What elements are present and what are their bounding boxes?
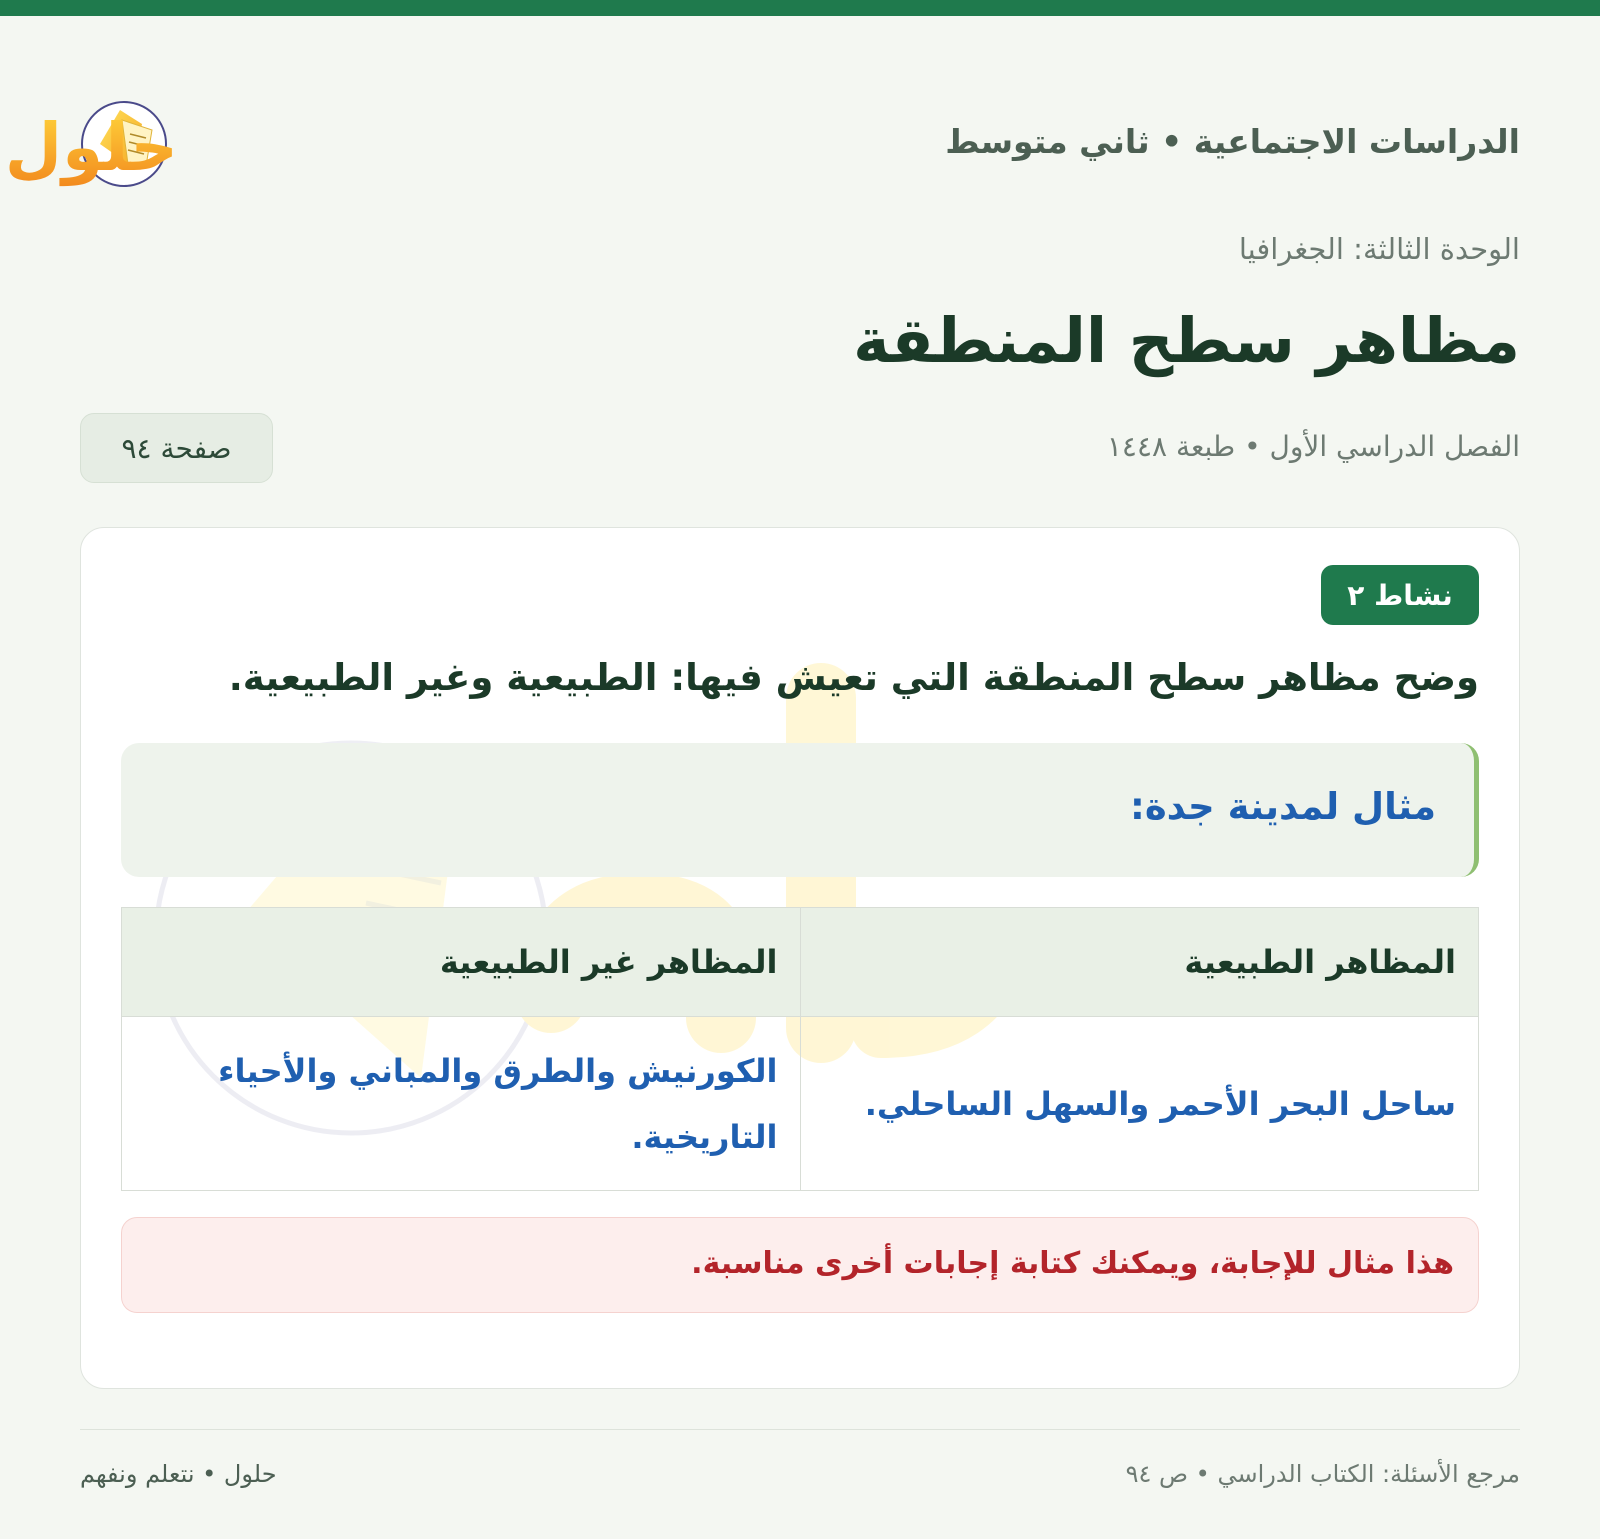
question-text: وضح مظاهر سطح المنطقة التي تعيش فيها: الطبيعية وغير الطبيعية. — [228, 656, 1479, 699]
table-row — [122, 1017, 1479, 1191]
table-header-row — [122, 908, 1479, 1017]
logo-text: حلول — [4, 109, 178, 186]
unit-label: الوحدة الثالثة: الجغرافيا — [1238, 232, 1520, 266]
cell-nonnatural-features: الكورنيش والطرق والمباني والأحياء التاريخية. — [122, 1017, 801, 1191]
brand-logo[interactable] — [4, 84, 360, 194]
page-header — [4, 70, 1520, 194]
top-accent-bar — [0, 0, 1600, 16]
semester-meta: الفصل الدراسي الأول • طبعة ١٤٤٨ — [1106, 430, 1520, 463]
page-title: مظاهر سطح المنطقة — [853, 304, 1520, 377]
page-number-badge: صفحة ٩٤ — [80, 413, 273, 483]
note-text: هذا مثال للإجابة، ويمكنك كتابة إجابات أخرى مناسبة. — [691, 1246, 1454, 1281]
answer-note — [121, 1217, 1479, 1313]
features-table — [121, 907, 1479, 1191]
cell-natural-features: ساحل البحر الأحمر والسهل الساحلي. — [800, 1017, 1479, 1191]
activity-card — [80, 527, 1520, 1389]
activity-badge: نشاط ٢ — [1321, 565, 1479, 625]
subject-title: الدراسات الاجتماعية • ثاني متوسط — [945, 122, 1520, 161]
column-header-nonnatural: المظاهر غير الطبيعية — [122, 908, 801, 1017]
footer-reference: مرجع الأسئلة: الكتاب الدراسي • ص ٩٤ — [1125, 1460, 1520, 1488]
example-heading: مثال لمدينة جدة: — [1130, 785, 1436, 828]
column-header-natural: المظاهر الطبيعية — [800, 908, 1479, 1017]
logo-icon — [4, 84, 360, 194]
page-container — [4, 16, 1520, 1539]
footer-brand[interactable]: حلول • نتعلم ونفهم — [80, 1460, 277, 1488]
example-box — [121, 743, 1479, 877]
footer-divider — [80, 1429, 1520, 1430]
